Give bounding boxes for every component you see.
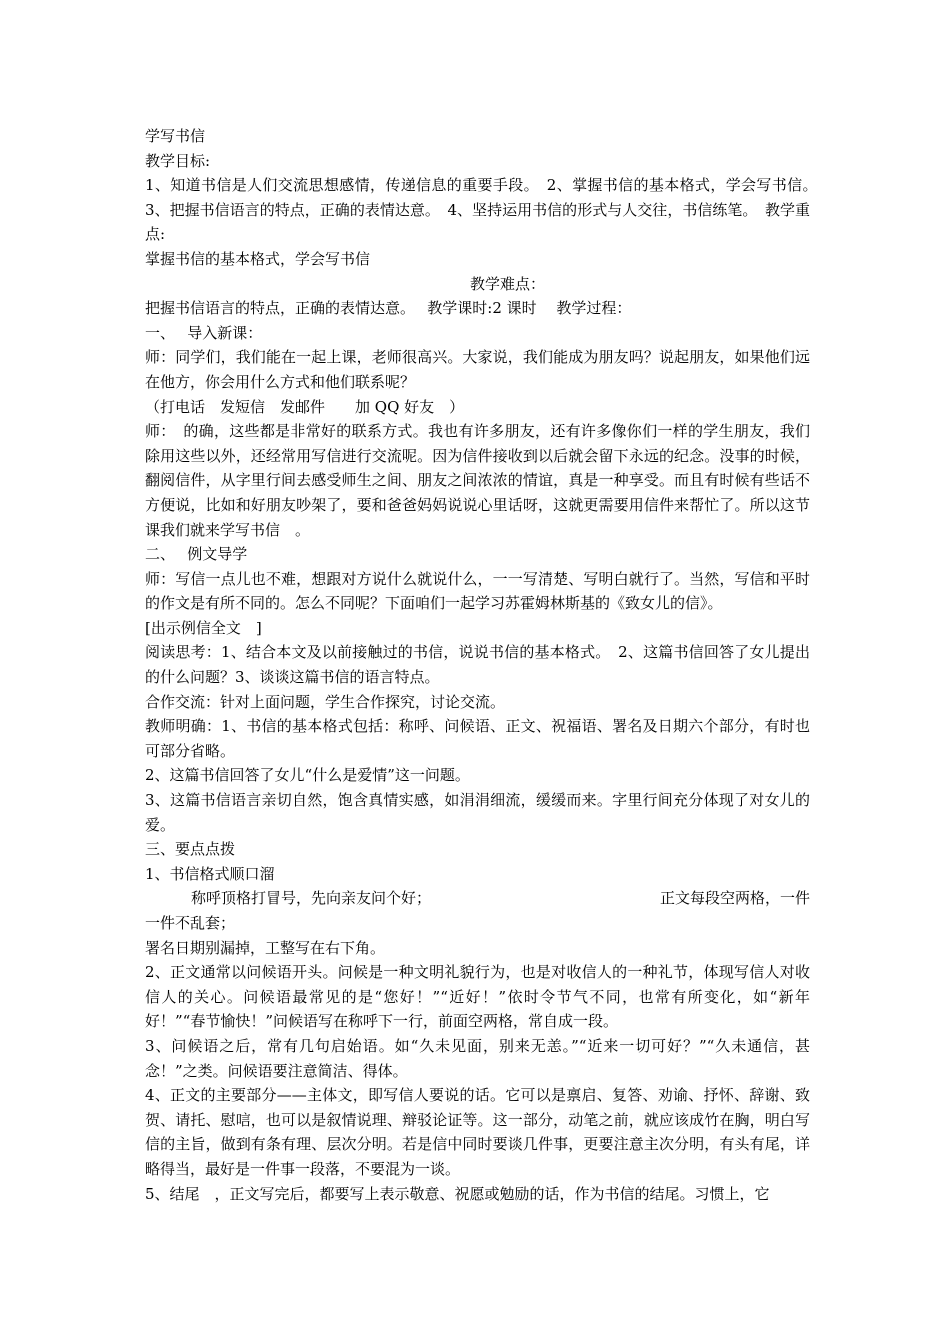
paragraph-ending: 5、结尾 ，正文写完后，都要写上表示敬意、祝愿或勉励的话，作为书信的结尾。习惯上，它 [145, 1184, 770, 1203]
paragraph-teacher-talk: 师： 的确，这些都是非常好的联系方式。我也有许多朋友，还有许多像你们一样的学生朋友，我们除用这些以外，还经常用写信进行交流呢。因为信件接收到以后就会留下永远的纪念。没事的时候，翻阅信件，从字里行间去感受师生之间、朋友之间浓浓的情谊，真是一种享受。而且有时候有些话不方便说，比如和好朋友吵架了，要和爸爸妈妈说说心里话呀，这就更需要用信件来帮忙了。所以这节课我们就来学写书信 。 [145, 422, 810, 539]
difficulty-paragraph: 把握书信语言的特点，正确的表情达意。 教学课时:2 课时 教学过程： [145, 299, 632, 318]
paragraph-reading-questions: 阅读思考：1、结合本文及以前接触过的书信，说说书信的基本格式。 2、这篇书信回答了女儿提出的什么问题？3、谈谈这篇书信的语言特点。 [145, 643, 810, 687]
paragraph-answer-3: 3、这篇书信语言亲切自然，饱含真情实感，如涓涓细流，缓缓而来。字里行间充分体现了对女儿的爱。 [145, 791, 810, 834]
paragraph-teacher-clarify: 教师明确：1、书信的基本格式包括：称呼、问候语、正文、祝福语、署名及日期六个部分，有时也可部分省略。 [145, 717, 810, 760]
rhyme-right: 正文每段空两格，一件 [659, 889, 810, 908]
rhyme-signature-line: 署名日期别漏掉，工整写在右下角。 [145, 938, 386, 957]
key-point-text: 掌握书信的基本格式，学会写书信 [145, 249, 371, 268]
paragraph-show-letter: [出示例信全文 ] [145, 618, 262, 637]
section-heading-3: 三、要点点拨 [145, 840, 236, 859]
paragraph-answer-2: 2、这篇书信回答了女儿“什么是爱情”这一问题。 [145, 766, 470, 785]
label-difficulty: 教学难点： [469, 274, 545, 293]
subheading-rhyme: 1、书信格式顺口溜 [145, 864, 275, 883]
label-objectives: 教学目标: [145, 151, 211, 170]
paragraph-contact-methods: （打电话 发短信 发邮件 加 QQ 好友 ） [145, 397, 465, 416]
document-body [145, 124, 826, 1206]
document-title: 学写书信 [145, 127, 206, 145]
section-heading-2: 二、 例文导学 [145, 545, 248, 564]
paragraph-example-intro: 师：写信一点儿也不难，想跟对方说什么就说什么，一一写清楚、写明白就行了。当然，写信和平时的作文是有所不同的。怎么不同呢？下面咱们一起学习苏霍姆林斯基的《致女儿的信》。 [145, 569, 810, 613]
paragraph-cooperation: 合作交流：针对上面问题，学生合作探究，讨论交流。 [145, 692, 506, 711]
rhyme-left: 称呼顶格打冒号，先向亲友问个好； [191, 889, 432, 908]
paragraph-intro-question: 师：同学们，我们能在一起上课，老师很高兴。大家说，我们能成为朋友吗？说起朋友，如果他们远在他方，你会用什么方式和他们联系呢？ [145, 348, 810, 391]
rhyme-line [145, 886, 810, 911]
rhyme-continuation: 一件不乱套； [145, 914, 236, 932]
objectives-paragraph: 1、知道书信是人们交流思想感情，传递信息的重要手段。 2、掌握书信的基本格式，学会写书信。 3、把握书信语言的特点，正确的表情达意。 4、坚持运用书信的形式与人交往，书信练笔。 教学重点: [145, 176, 826, 244]
paragraph-main-body: 4、正文的主要部分——主体文，即写信人要说的话。它可以是禀启、复答、劝谕、抒怀、辞谢、致贺、请托、慰唁，也可以是叙情说理、辩驳论证等。这一部分，动笔之前，就应该成竹在胸，明白写信的主旨，做到有条有理、层次分明。若是信中同时要谈几件事，更要注意主次分明，有头有尾，详略得当，最好是一件事一段落，不要混为一谈。 [145, 1086, 810, 1178]
paragraph-opening: 3、问候语之后，常有几句启始语。如“久未见面，别来无恙。”“近来一切可好？”“久未通信，甚念！”之类。问候语要注意简洁、得体。 [145, 1036, 810, 1080]
paragraph-greeting: 2、正文通常以问候语开头。问候是一种文明礼貌行为，也是对收信人的一种礼节，体现写信人对收信人的关心。问候语最常见的是“您好！”“近好！”依时令节气不同，也常有所变化，如“新年好！”“春节愉快！”问候语写在称呼下一行，前面空两格，常自成一段。 [145, 963, 810, 1031]
section-heading-1: 一、 导入新课： [145, 323, 263, 342]
